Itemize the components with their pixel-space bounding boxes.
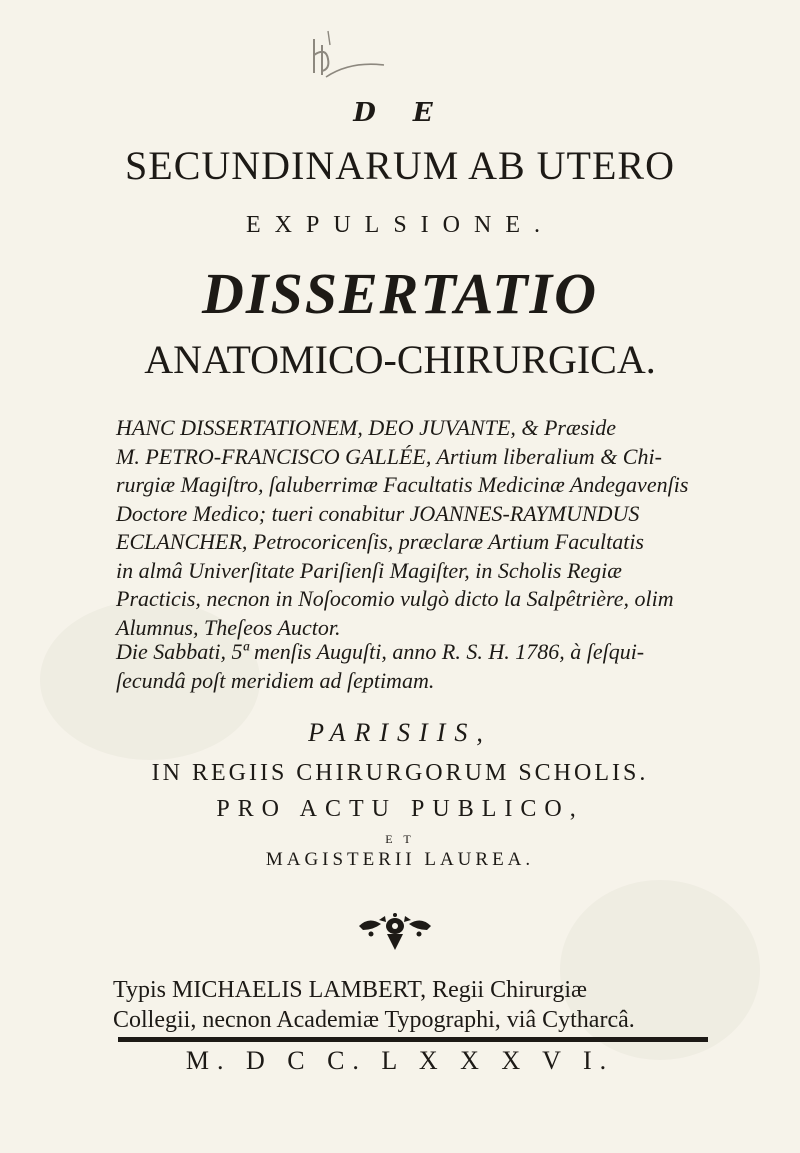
paragraph-line: Doctore Medico; tueri conabitur JOANNES-RAYMUNDUS: [116, 500, 640, 526]
paragraph-line: rurgiæ Magiſtro, ſaluberrimæ Facultatis Medicinæ Andegavenſis: [116, 472, 689, 497]
title-expulsione: EXPULSIONE.: [246, 212, 554, 238]
paragraph-line: ECLANCHER, Petrocoricenſis, præclaræ Artium Facultatis: [116, 529, 644, 554]
printer-line: Typis MICHAELIS LAMBERT, Regii Chirurgiæ: [113, 977, 587, 1003]
imprint-city: PARISIIS,: [308, 718, 492, 747]
paragraph-line: in almâ Univerſitate Pariſienſi Magiſter, in Scholis Regiæ: [116, 557, 622, 583]
title-anatomico-chirurgica: ANATOMICO-CHIRURGICA.: [144, 337, 656, 382]
paragraph-line: ſecundâ poſt meridiem ad ſeptimam.: [116, 667, 435, 693]
title-de: D E: [353, 98, 447, 128]
paragraph-line: Die Sabbati, 5ª menſis Auguſti, anno R. S. H. 1786, à ſeſqui-: [116, 639, 645, 664]
imprint-magisterii: MAGISTERII LAUREA.: [265, 849, 535, 870]
paragraph-line: Alumnus, Theſeos Auctor.: [116, 614, 341, 640]
printer-line: Collegii, necnon Academiæ Typographi, viâ Cytharcâ.: [113, 1007, 635, 1033]
imprint-et: E T: [385, 832, 415, 846]
paragraph-line: Practicis, necnon in Noſocomio vulgò dicto la Salpêtrière, olim: [116, 586, 674, 611]
paragraph-line: M. PETRO-FRANCISCO GALLÉE, Artium liberalium & Chi-: [116, 443, 662, 469]
defense-paragraph: [116, 414, 690, 642]
paragraph-line: HANC DISSERTATIONEM, DEO JUVANTE, & Præside: [116, 415, 617, 440]
horizontal-rule: [118, 1037, 708, 1042]
imprint-pro-actu: PRO ACTU PUBLICO,: [216, 796, 584, 822]
date-paragraph: [116, 638, 690, 695]
printers-ornament-icon: [355, 912, 435, 952]
printer-imprint: [113, 975, 713, 1035]
imprint-place: IN REGIIS CHIRURGORUM SCHOLIS.: [151, 760, 649, 786]
title-dissertatio: DISSERTATIO: [202, 261, 598, 326]
imprint-year: M. D C C. L X X X V I.: [185, 1046, 615, 1075]
title-secundinarum: SECUNDINARUM AB UTERO: [125, 143, 675, 188]
manuscript-mark-icon: [300, 25, 390, 85]
